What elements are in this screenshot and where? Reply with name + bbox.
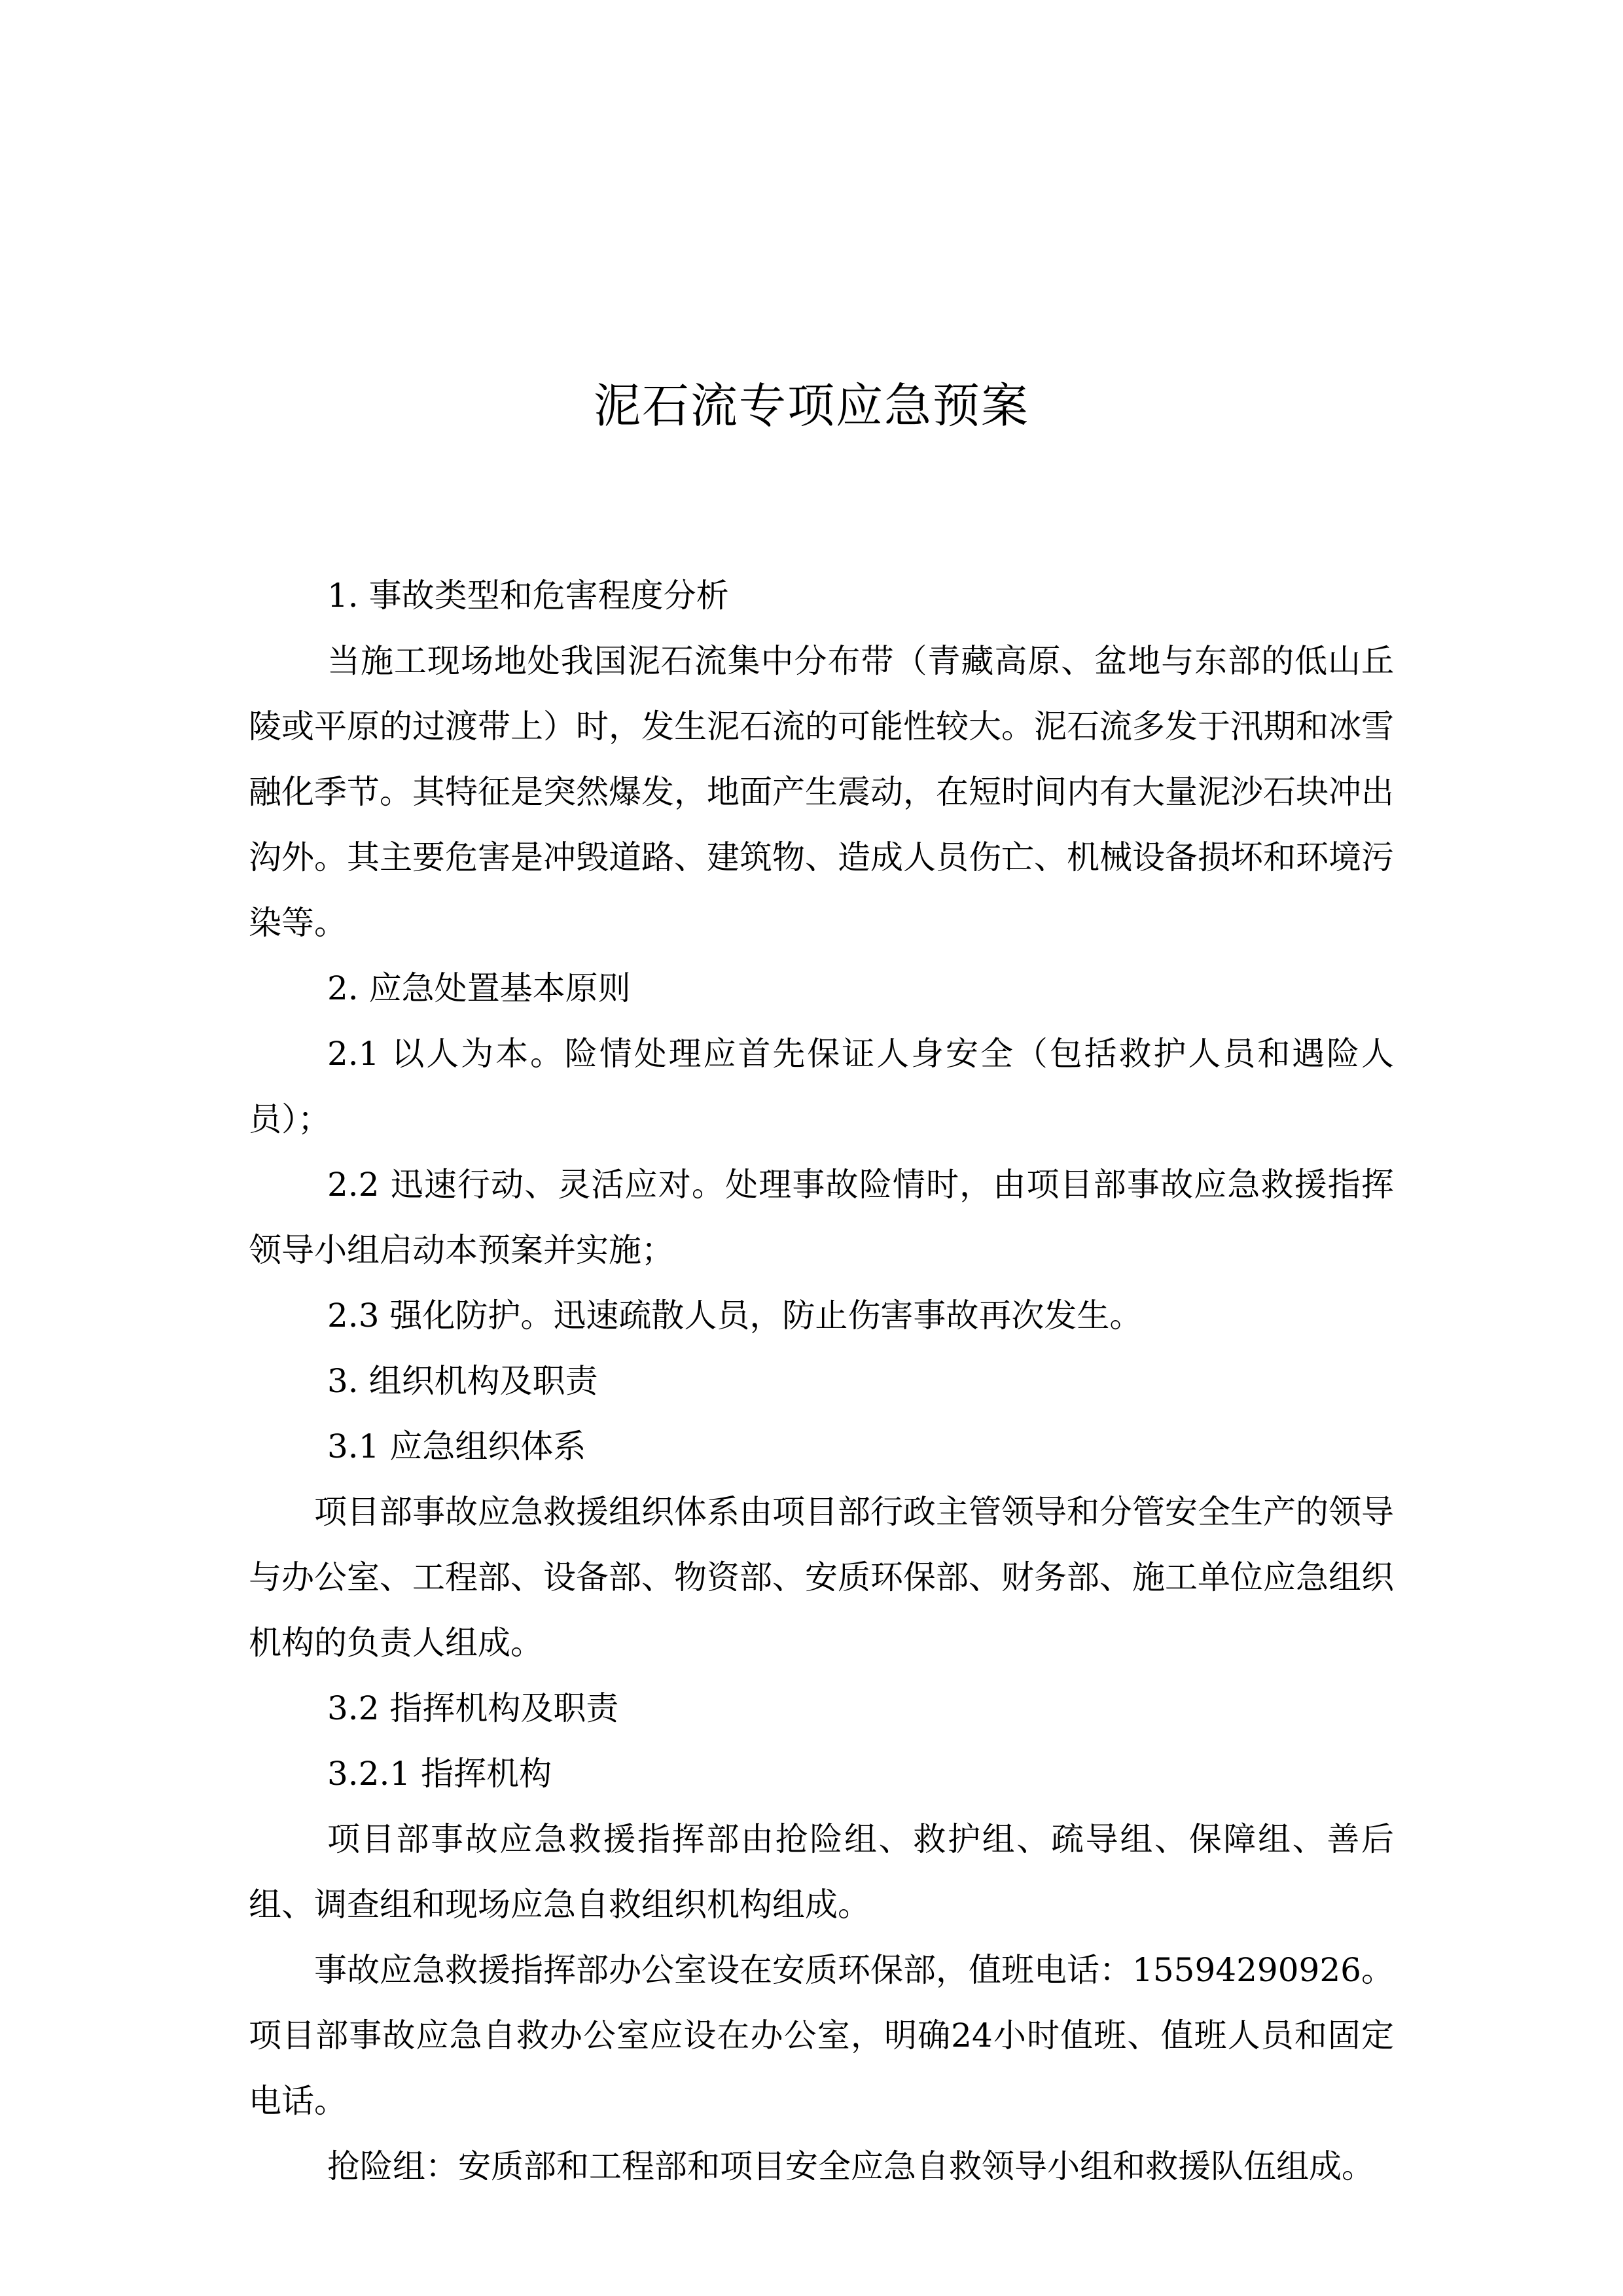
subsection-heading-3-1: 3.1 应急组织体系: [327, 1427, 586, 1465]
paragraph-office-duty: 事故应急救援指挥部办公室设在安质环保部，值班电话：15594290926。项目部事故应急自救办公室应设在办公室，明确24小时值班、值班人员和固定电话。: [249, 1951, 1394, 2120]
paragraph-rescue-group: 抢险组：安质部和工程部和项目安全应急自救领导小组和救援队伍组成。: [327, 2147, 1374, 2185]
document-body: [249, 563, 1394, 2199]
principle-2-1: 2.1 以人为本。险情处理应首先保证人身安全（包括救护人员和遇险人员）；: [249, 1035, 1394, 1138]
section-heading-1: 1. 事故类型和危害程度分析: [327, 577, 729, 615]
principle-2-3: 2.3 强化防护。迅速疏散人员，防止伤害事故再次发生。: [327, 1297, 1143, 1335]
document-title: 泥石流专项应急预案: [593, 378, 1029, 433]
paragraph-hazard-analysis: 当施工现场地处我国泥石流集中分布带（青藏高原、盆地与东部的低山丘陵或平原的过渡带上）时，发生泥石流的可能性较大。泥石流多发于汛期和冰雪融化季节。其特征是突然爆发，地面产生震动，在短时间内有大量泥沙石块冲出沟外。其主要危害是冲毁道路、建筑物、造成人员伤亡、机械设备损坏和环境污染等。: [249, 642, 1394, 942]
section-heading-3: 3. 组织机构及职责: [327, 1362, 598, 1400]
paragraph-organization-system: 项目部事故应急救援组织体系由项目部行政主管领导和分管安全生产的领导与办公室、工程部、设备部、物资部、安质环保部、财务部、施工单位应急组织机构的负责人组成。: [249, 1493, 1394, 1662]
paragraph-command-structure: 项目部事故应急救援指挥部由抢险组、救护组、疏导组、保障组、善后组、调查组和现场应急自救组织机构组成。: [249, 1820, 1394, 1924]
principle-2-2: 2.2 迅速行动、灵活应对。处理事故险情时，由项目部事故应急救援指挥领导小组启动本预案并实施；: [249, 1166, 1394, 1269]
subsection-heading-3-2-1: 3.2.1 指挥机构: [327, 1755, 552, 1793]
section-heading-2: 2. 应急处置基本原则: [327, 969, 631, 1007]
subsection-heading-3-2: 3.2 指挥机构及职责: [327, 1689, 619, 1727]
